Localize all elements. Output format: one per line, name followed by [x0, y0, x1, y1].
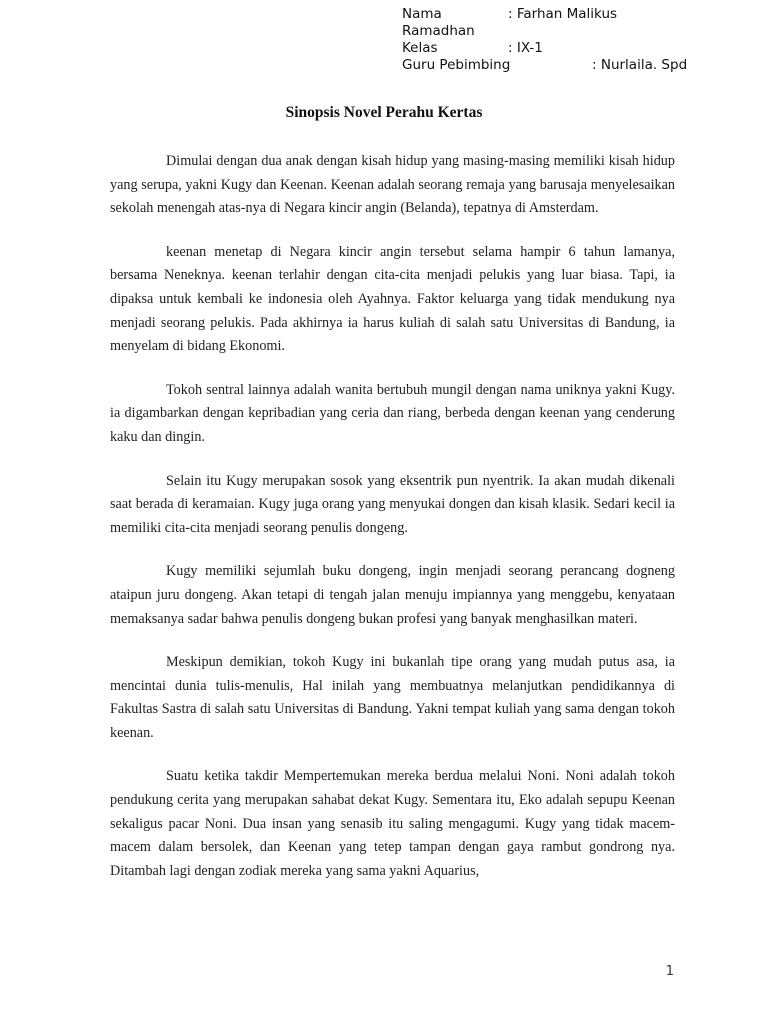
teacher-value: : Nurlaila. Spd: [592, 57, 688, 73]
name-row: [402, 6, 702, 23]
paragraph: Meskipun demikian, tokoh Kugy ini bukanlah tipe orang yang mudah putus asa, ia mencintai dunia tulis-menulis, Hal inilah yang membuatnya melanjutkan pendidikannya di Fakultas Sastra di salah satu Universitas di Bandung. Yakni tempat kuliah yang sama dengan tokoh keenan.: [110, 654, 675, 741]
paragraph: Tokoh sentral lainnya adalah wanita bertubuh mungil dengan nama uniknya yakni Kugy. ia digambarkan dengan kepribadian yang ceria dan riang, berbeda dengan keenan yang cenderung kaku dan dingin.: [110, 381, 675, 445]
paragraph: keenan menetap di Negara kincir angin tersebut selama hampir 6 tahun lamanya, bersama Neneknya. keenan terlahir dengan cita-cita menjadi pelukis yang luar biasa. Tapi, ia dipaksa untuk kembali ke indonesia oleh Ayahnya. Faktor keluarga yang tidak mendukung nya menjadi seorang pelukis. Pada akhirnya ia harus kuliah di salah satu Universitas di Bandung, ia menyelam di bidang Ekonomi.: [110, 243, 675, 355]
document-body: [110, 150, 675, 903]
class-row: [402, 40, 702, 57]
name-continuation: Ramadhan: [402, 23, 475, 39]
paragraph: Dimulai dengan dua anak dengan kisah hidup yang masing-masing memiliki kisah hidup yang serupa, yakni Kugy dan Keenan. Keenan adalah seorang remaja yang barusaja menyelesaikan sekolah menengah atas-nya di Negara kincir angin (Belanda), tepatnya di Amsterdam.: [110, 153, 675, 217]
student-info-header: [402, 6, 702, 74]
paragraph: Kugy memiliki sejumlah buku dongeng, ingin menjadi seorang perancang dogneng ataipun juru dongeng. Akan tetapi di tengah jalan menuju impiannya yang menggebu, kenyataan memaksanya sadar bahwa penulis dongeng bukan profesi yang banyak menghasilkan materi.: [110, 563, 675, 627]
name-label: Nama: [402, 6, 442, 22]
document-title: Sinopsis Novel Perahu Kertas: [285, 104, 483, 121]
teacher-row: [402, 57, 702, 74]
paragraph: Selain itu Kugy merupakan sosok yang eksentrik pun nyentrik. Ia akan mudah dikenali saat berada di keramaian. Kugy juga orang yang menyukai dongen dan kisah klasik. Sedari kecil ia memiliki cita-cita menjadi seorang penulis dongeng.: [110, 472, 675, 536]
page-number: 1: [665, 964, 674, 979]
paragraph: Suatu ketika takdir Mempertemukan mereka berdua melalui Noni. Noni adalah tokoh pendukung cerita yang merupakan sahabat dekat Kugy. Sementara itu, Eko adalah sepupu Keenan sekaligus pacar Noni. Dua insan yang senasib itu saling mengagumi. Kugy yang tidak macem-macem dalam bersolek, dan Keenan yang tetep tampan dengan gaya rambut gondrong nya. Ditambah lagi dengan zodiak mereka yang sama yakni Aquarius,: [110, 768, 675, 879]
name-continuation-row: [402, 23, 702, 40]
class-value: : IX-1: [508, 40, 543, 56]
class-label: Kelas: [402, 40, 438, 56]
name-value: : Farhan Malikus: [508, 6, 618, 22]
teacher-label: Guru Pebimbing: [402, 57, 511, 73]
